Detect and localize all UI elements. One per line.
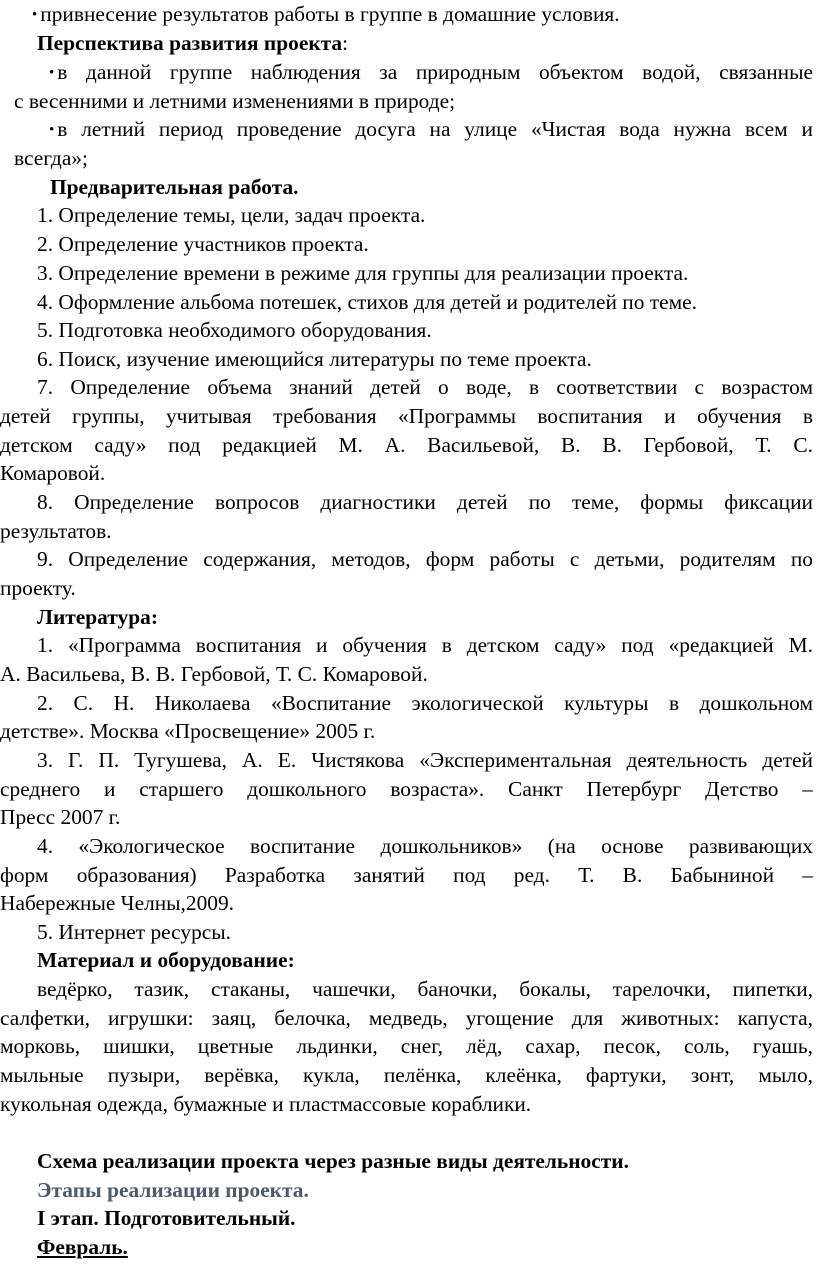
list-item: 4. «Экологическое воспитание дошкольников» (на основе развивающих: [37, 834, 813, 858]
text-line: морковь, шишки, цветные льдинки, снег, лёд, сахар, песок, соль, гуашь,: [0, 1034, 813, 1058]
list-item: 2. Определение участников проекта.: [37, 232, 369, 256]
bullet-icon: •: [49, 122, 55, 138]
bullet-icon: •: [32, 7, 38, 23]
month-heading: Февраль.: [37, 1235, 128, 1259]
text-line: проекту.: [0, 576, 76, 600]
list-item: 3. Определение времени в режиме для группы для реализации проекта.: [37, 261, 689, 285]
list-item: 5. Подготовка необходимого оборудования.: [37, 318, 432, 342]
text-line: А. Васильева, В. В. Гербовой, Т. С. Комаровой.: [0, 662, 428, 686]
list-item: 1. Определение темы, цели, задач проекта.: [37, 203, 426, 227]
text-line: детей группы, учитывая требования «Программы воспитания и обучения в: [0, 404, 813, 428]
list-item: 3. Г. П. Тугушева, А. Е. Чистякова «Экспериментальная деятельность детей: [37, 748, 813, 772]
section-heading-stages: Этапы реализации проекта.: [37, 1178, 309, 1202]
text-line: Пресс 2007 г.: [0, 805, 121, 829]
stage-heading: I этап. Подготовительный.: [37, 1206, 296, 1230]
text-line: салфетки, игрушки: заяц, белочка, медведь, угощение для животных: капуста,: [0, 1006, 813, 1030]
text-line: форм образования) Разработка занятий под ред. Т. В. Бабыниной –: [0, 863, 813, 887]
list-item: 8. Определение вопросов диагностики детей по теме, формы фиксации: [37, 490, 813, 514]
text-line: детском саду» под редакцией М. А. Васильевой, В. В. Гербовой, Т. С.: [0, 433, 813, 457]
list-item: 9. Определение содержания, методов, форм работы с детьми, родителям по: [37, 547, 813, 571]
list-item: 1. «Программа воспитания и обучения в детском саду» под «редакцией М.: [37, 633, 813, 657]
text-line: среднего и старшего дошкольного возраста». Санкт Петербург Детство –: [0, 777, 813, 801]
list-item: 6. Поиск, изучение имеющийся литературы по теме проекта.: [37, 347, 592, 371]
bullet-icon: •: [49, 65, 55, 81]
text-line: ведёрко, тазик, стаканы, чашечки, баночки, бокалы, тарелочки, пипетки,: [37, 977, 813, 1001]
list-item: 7. Определение объема знаний детей о воде, в соответствии с возрастом: [37, 375, 813, 399]
text-line: Набережные Челны,2009.: [0, 891, 235, 915]
section-heading-scheme: Схема реализации проекта через разные виды деятельности.: [37, 1149, 629, 1173]
section-heading-preliminary: Предварительная работа.: [50, 175, 299, 199]
text-line: результатов.: [0, 519, 112, 543]
text-line: детстве». Москва «Просвещение» 2005 г.: [0, 719, 376, 743]
section-heading-perspective: Перспектива развития проекта:: [37, 31, 349, 55]
list-item: 5. Интернет ресурсы.: [37, 920, 231, 944]
text-line: мыльные пузыри, верёвка, кукла, пелёнка, клеёнка, фартуки, зонт, мыло,: [0, 1063, 813, 1087]
bullet-item: • в летний период проведение досуга на улице «Чистая вода нужна всем и: [0, 115, 813, 145]
list-item: 4. Оформление альбома потешек, стихов для детей и родителей по теме.: [37, 290, 697, 314]
text-line: с весенними и летними изменениями в природе;: [14, 89, 456, 113]
bullet-item: • в данной группе наблюдения за природным объектом водой, связанные: [0, 58, 813, 88]
list-item: 2. С. Н. Николаева «Воспитание экологической культуры в дошкольном: [37, 691, 813, 715]
section-heading-literature: Литература:: [37, 605, 158, 629]
section-heading-materials: Материал и оборудование:: [37, 948, 295, 972]
text-line: всегда»;: [14, 146, 88, 170]
bullet-item: • привнесение результатов работы в группе в домашние условия.: [0, 0, 816, 30]
text-line: кукольная одежда, бумажные и пластмассовые кораблики.: [0, 1092, 532, 1116]
text-line: Комаровой.: [0, 461, 106, 485]
